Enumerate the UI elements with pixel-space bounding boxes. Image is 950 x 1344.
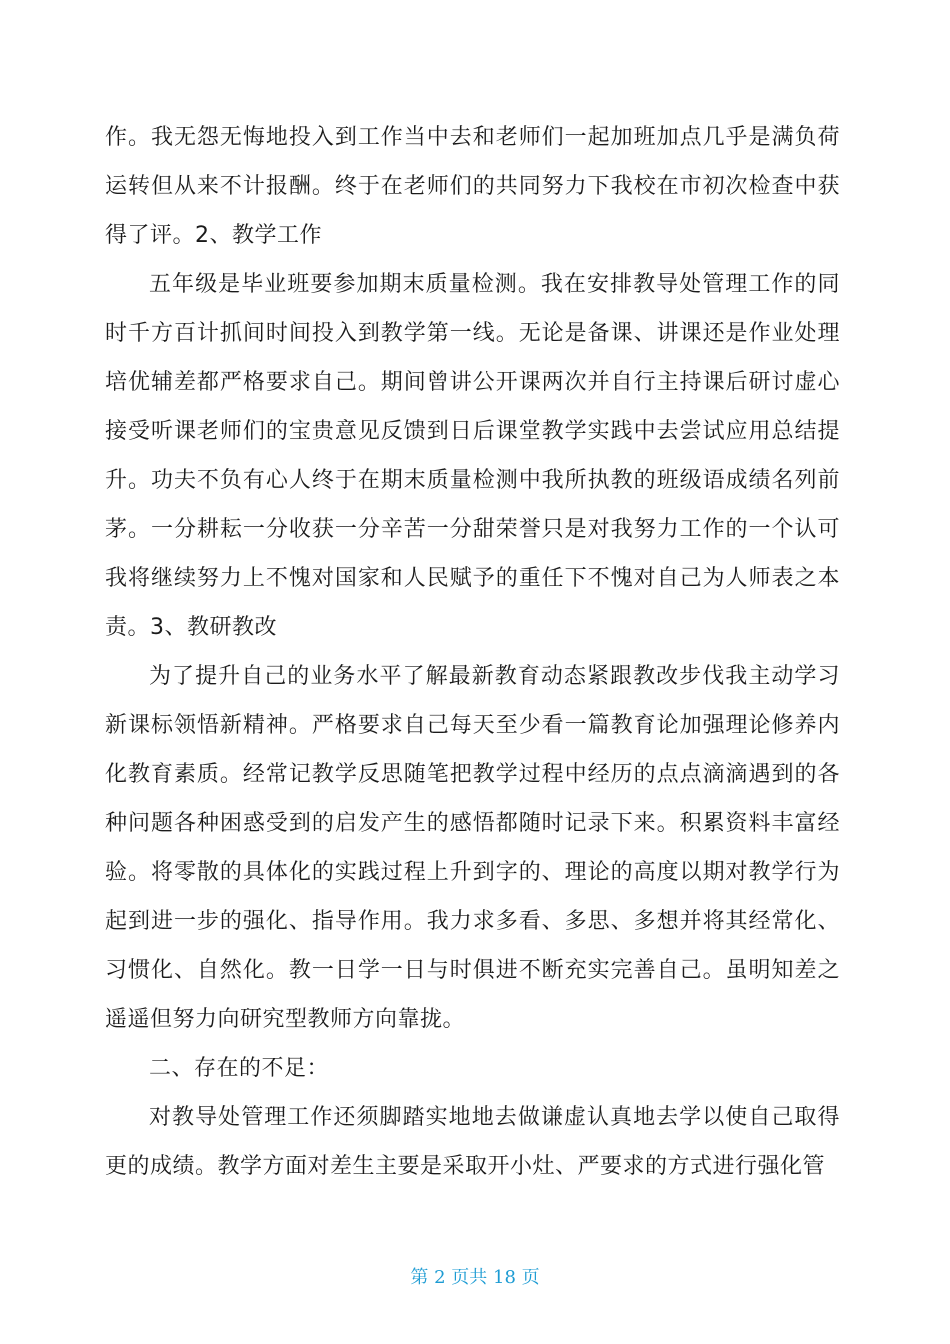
document-body (105, 113, 840, 1191)
page-number-footer: 第 2 页共 18 页 (410, 1267, 540, 1288)
paragraph-teaching-work: 五年级是毕业班要参加期末质量检测。我在安排教导处管理工作的同时千方百计抓间时间投入到教学第一线。无论是备课、讲课还是作业处理培优辅差都严格要求自己。期间曾讲公开课两次并自行主持课后研讨虚心接受听课老师们的宝贵意见反馈到日后课堂教学实践中去尝试应用总结提升。功夫不负有心人终于在期末质量检测中我所执教的班级语成绩名列前茅。一分耕耘一分收获一分辛苦一分甜荣誉只是对我努力工作的一个认可我将继续努力上不愧对国家和人民赋予的重任下不愧对自己为人师表之本责。3、教研教改 (105, 272, 840, 640)
paragraph-continuation: 作。我无怨无悔地投入到工作当中去和老师们一起加班加点几乎是满负荷运转但从来不计报酬。终于在老师们的共同努力下我校在市初次检查中获得了评。2、教学工作 (105, 125, 840, 248)
paragraph-teaching-research: 为了提升自己的业务水平了解最新教育动态紧跟教改步伐我主动学习新课标领悟新精神。严格要求自己每天至少看一篇教育论加强理论修养内化教育素质。经常记教学反思随笔把教学过程中经历的点点滴滴遇到的各种问题各种困惑受到的启发产生的感悟都随时记录下来。积累资料丰富经验。将零散的具体化的实践过程上升到字的、理论的高度以期对教学行为起到进一步的强化、指导作用。我力求多看、多思、多想并将其经常化、习惯化、自然化。教一日学一日与时俱进不断充实完善自己。虽明知差之遥遥但努力向研究型教师方向靠拢。 (105, 664, 840, 1032)
section-heading-shortcomings: 二、存在的不足： (149, 1056, 330, 1081)
paragraph-shortcomings: 对教导处管理工作还须脚踏实地地去做谦虚认真地去学以使自己取得更的成绩。教学方面对差生主要是采取开小灶、严要求的方式进行强化管 (105, 1105, 840, 1179)
